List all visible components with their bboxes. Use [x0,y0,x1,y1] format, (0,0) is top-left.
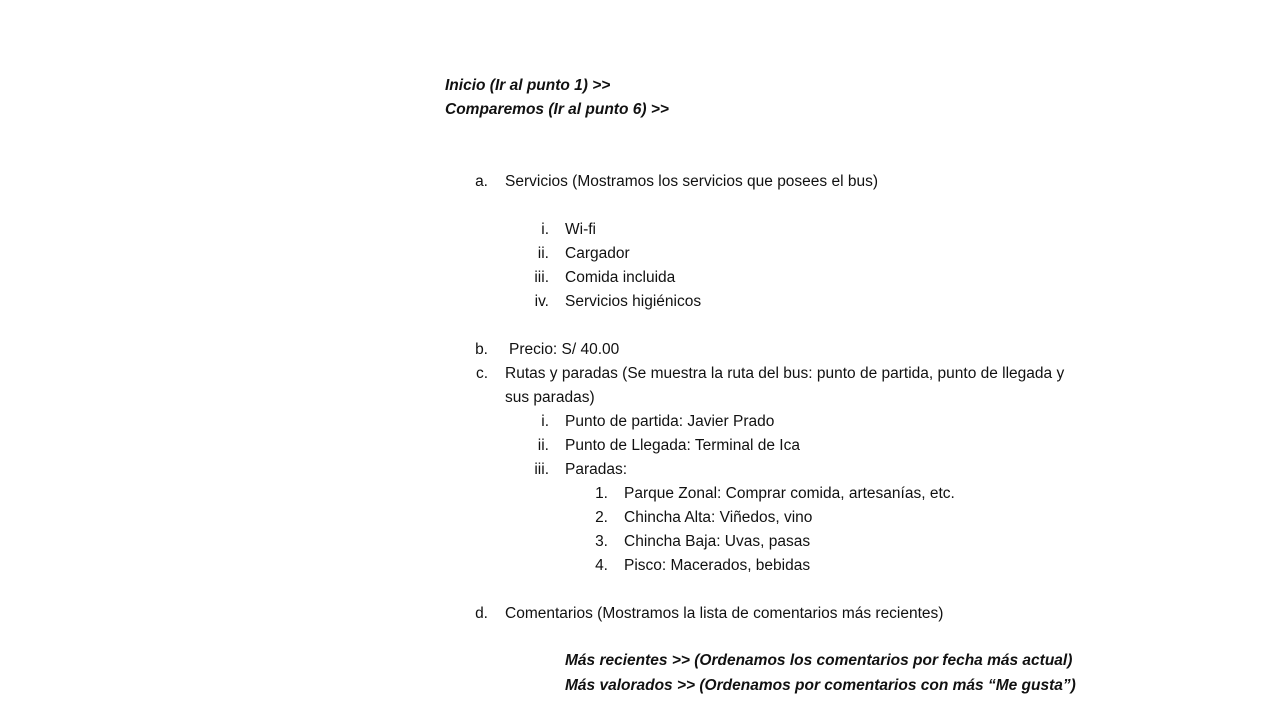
section-c-rutas-line1: Rutas y paradas (Se muestra la ruta del bus: punto de partida, punto de llegada y [505,365,1065,382]
section-c-rutas-line2: sus paradas) [505,389,595,406]
servicio-marker: ii. [537,245,549,262]
sort-mas-valorados-link[interactable]: Más valorados >> (Ordenamos por comentarios con más “Me gusta”) [565,677,1076,694]
parada-marker: 3. [595,533,608,550]
section-a-marker: a. [475,173,488,190]
parada-item-chincha-alta: Chincha Alta: Viñedos, vino [624,509,813,526]
inicio-link[interactable]: Inicio (Ir al punto 1) >> [445,77,611,94]
ruta-item-partida: Punto de partida: Javier Prado [565,413,775,430]
section-b-marker: b. [475,341,488,358]
parada-marker: 2. [595,509,608,526]
ruta-item-paradas: Paradas: [565,461,628,478]
section-d-comentarios: Comentarios (Mostramos la lista de comentarios más recientes) [505,605,944,622]
sort-mas-recientes-link[interactable]: Más recientes >> (Ordenamos los comentarios por fecha más actual) [565,652,1073,669]
servicio-item-comida: Comida incluida [565,269,676,286]
ruta-marker: i. [541,413,549,430]
servicio-item-wifi: Wi-fi [565,221,596,238]
comparemos-link[interactable]: Comparemos (Ir al punto 6) >> [445,101,669,118]
servicio-item-higienicos: Servicios higiénicos [565,293,702,310]
servicio-marker: i. [541,221,549,238]
servicio-marker: iv. [534,293,549,310]
parada-item-chincha-baja: Chincha Baja: Uvas, pasas [624,533,811,550]
parada-marker: 1. [595,485,608,502]
parada-item-pisco: Pisco: Macerados, bebidas [624,557,811,574]
servicio-marker: iii. [534,269,549,286]
section-a-servicios: Servicios (Mostramos los servicios que posees el bus) [505,173,878,190]
section-c-marker: c. [475,365,488,382]
section-b-precio: Precio: S/ 40.00 [509,341,620,358]
ruta-item-llegada: Punto de Llegada: Terminal de Ica [565,437,800,454]
servicio-item-cargador: Cargador [565,245,630,262]
ruta-marker: iii. [534,461,549,478]
section-d-marker: d. [475,605,488,622]
parada-item-parque-zonal: Parque Zonal: Comprar comida, artesanías, etc. [624,485,955,502]
parada-marker: 4. [595,557,608,574]
ruta-marker: ii. [537,437,549,454]
